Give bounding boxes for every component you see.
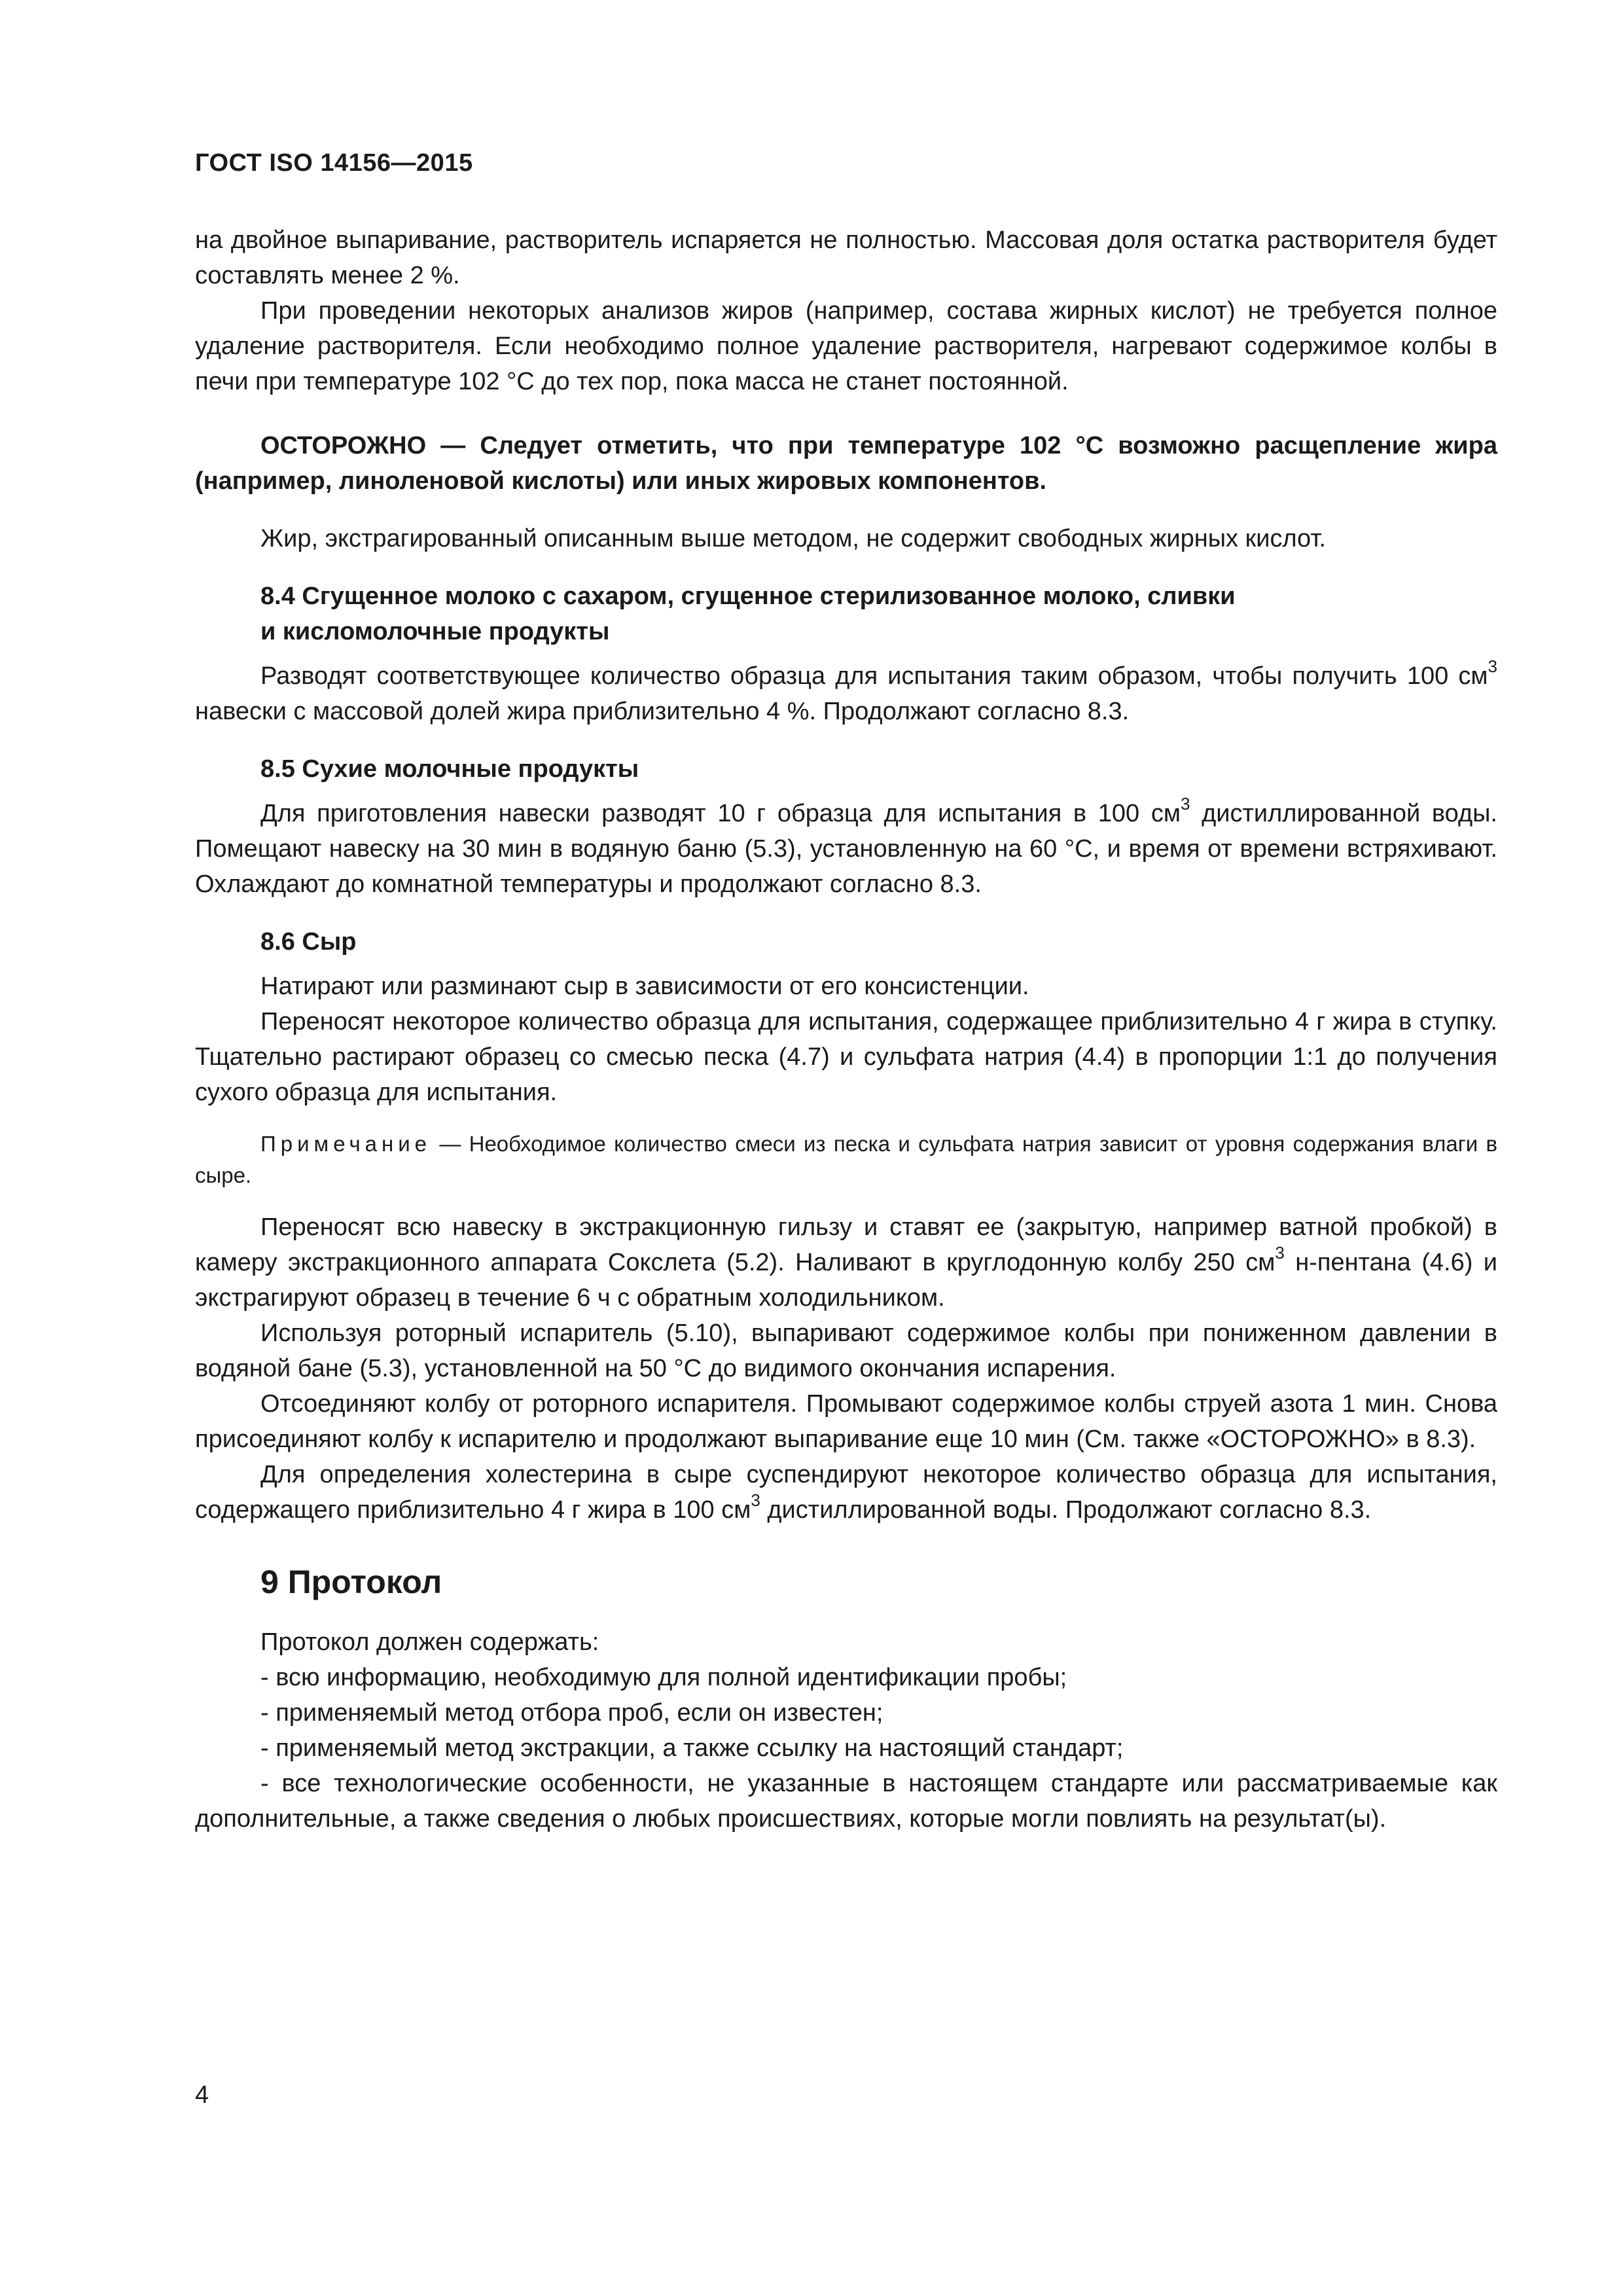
page-number: 4: [195, 2081, 209, 2109]
note-paragraph: [195, 1128, 1497, 1191]
section-heading-8-6: 8.6 Сыр: [260, 928, 357, 956]
document-header: ГОСТ ISO 14156—2015: [195, 149, 473, 177]
text-span: н-пентана (4.6) и экстрагируют образец в течение 6 ч с обратным холодильником.: [195, 1249, 1497, 1312]
paragraph: При проведении некоторых анализов жиров (например, состава жирных кислот) не требуется полное удаление растворителя. Если необходимо полное удаление растворителя, нагревают содержимое колбы в печи при температуре 102 °С до тех пор, пока масса не станет постоянной.: [195, 297, 1497, 395]
paragraph: [195, 1210, 1497, 1316]
heading-line: и кисломолочные продукты: [260, 618, 610, 645]
paragraph: на двойное выпаривание, растворитель испаряется не полностью. Массовая доля остатка растворителя будет составлять менее 2 %.: [195, 226, 1497, 289]
superscript: 3: [1180, 794, 1190, 814]
text-span: навески с массовой долей жира приблизительно 4 %. Продолжают согласно 8.3.: [195, 698, 1130, 725]
section-heading-8-5: 8.5 Сухие молочные продукты: [260, 755, 639, 783]
text-span: Разводят соответствующее количество образца для испытания таким образом, чтобы получить 100 см: [260, 662, 1488, 690]
list-item: - применяемый метод экстракции, а также ссылку на настоящий стандарт;: [260, 1734, 1124, 1762]
paragraph: Протокол должен содержать:: [260, 1628, 599, 1656]
section-heading-9: 9 Протокол: [260, 1564, 442, 1600]
superscript: 3: [1275, 1243, 1285, 1263]
paragraph: Натирают или разминают сыр в зависимости от его консистенции.: [260, 973, 1029, 1000]
text-span: Для приготовления навески разводят 10 г образца для испытания в 100 см: [260, 800, 1181, 827]
warning-paragraph: ОСТОРОЖНО — Следует отметить, что при температуре 102 °С возможно расщепление жира (например, линоленовой кислоты) или иных жировых компонентов.: [195, 432, 1497, 495]
paragraph: [195, 796, 1497, 902]
paragraph: Используя роторный испаритель (5.10), выпаривают содержимое колбы при пониженном давлении в водяной бане (5.3), установленной на 50 °С до видимого окончания испарения.: [195, 1319, 1497, 1382]
text-span: дистиллированной воды. Помещают навеску на 30 мин в водяную баню (5.3), установленную на 60 °С, и время от времени встряхивают. Охлаждают до комнатной температуры и продолжают согласно 8.3.: [195, 800, 1497, 898]
list-item: - все технологические особенности, не указанные в настоящем стандарте или рассматриваемые как дополнительные, а также сведения о любых происшествиях, которые могли повлиять на результат(ы).: [195, 1770, 1497, 1833]
list-item: - всю информацию, необходимую для полной идентификации пробы;: [260, 1664, 1067, 1691]
paragraph: Переносят некоторое количество образца для испытания, содержащее приблизительно 4 г жира в ступку. Тщательно растирают образец со смесью песка (4.7) и сульфата натрия (4.4) в пропорции 1:1 до получения сухого образца для испытания.: [195, 1008, 1497, 1106]
note-text: — Необходимое количество смеси из песка и сульфата натрия зависит от уровня содержания влаги в сыре.: [195, 1132, 1497, 1187]
note-label: Примечание: [260, 1132, 432, 1156]
text-span: Для определения холестерина в сыре суспендируют некоторое количество образца для испытания, содержащего приблизительно 4 г жира в 100 см: [195, 1461, 1497, 1524]
heading-line: 8.4 Сгущенное молоко с сахаром, сгущенное стерилизованное молоко, сливки: [260, 583, 1236, 610]
list-item: - применяемый метод отбора проб, если он известен;: [260, 1699, 883, 1727]
paragraph: Жир, экстрагированный описанным выше методом, не содержит свободных жирных кислот.: [260, 525, 1327, 552]
paragraph: Отсоединяют колбу от роторного испарителя. Промывают содержимое колбы струей азота 1 мин. Снова присоединяют колбу к испарителю и продолжают выпаривание еще 10 мин (См. также «ОСТОРОЖНО» в 8.3).: [195, 1390, 1497, 1453]
text-span: Переносят всю навеску в экстракционную гильзу и ставят ее (закрытую, например ватной пробкой) в камеру экстракционного аппарата Сокслета (5.2). Наливают в круглодонную колбу 250 см: [195, 1213, 1497, 1276]
section-heading-8-4: [195, 579, 1497, 649]
superscript: 3: [1488, 656, 1497, 677]
text-span: дистиллированной воды. Продолжают согласно 8.3.: [760, 1496, 1372, 1524]
paragraph: [195, 658, 1497, 729]
superscript: 3: [751, 1490, 760, 1511]
document-body: [195, 223, 1497, 1837]
paragraph: [195, 1457, 1497, 1528]
